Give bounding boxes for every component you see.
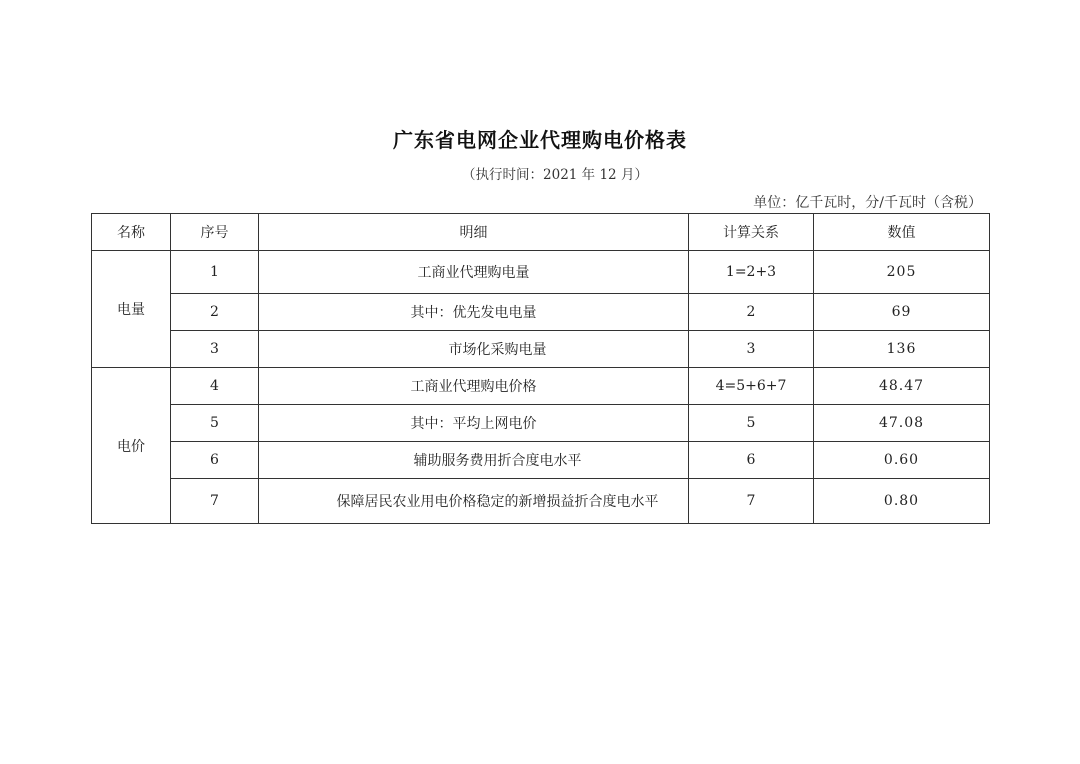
header-name: 名称 — [92, 214, 171, 251]
group-name-price: 电价 — [92, 368, 171, 524]
row-detail: 工商业代理购电量 — [259, 251, 689, 294]
table-row — [92, 479, 990, 524]
row-formula: 4=5+6+7 — [689, 368, 814, 405]
row-detail: 其中：平均上网电价 — [259, 405, 689, 442]
table-row — [92, 251, 990, 294]
group-name-electricity: 电量 — [92, 251, 171, 368]
header-formula: 计算关系 — [689, 214, 814, 251]
header-value: 数值 — [814, 214, 990, 251]
row-detail: 保障居民农业用电价格稳定的新增损益折合度电水平 — [259, 479, 689, 524]
row-detail: 市场化采购电量 — [259, 331, 689, 368]
row-formula: 2 — [689, 294, 814, 331]
table-row — [92, 405, 990, 442]
row-formula: 1=2+3 — [689, 251, 814, 294]
row-formula: 6 — [689, 442, 814, 479]
header-detail: 明细 — [259, 214, 689, 251]
row-detail: 辅助服务费用折合度电水平 — [259, 442, 689, 479]
row-value: 136 — [814, 331, 990, 368]
row-value: 0.60 — [814, 442, 990, 479]
row-seq: 1 — [171, 251, 259, 294]
row-value: 0.80 — [814, 479, 990, 524]
row-seq: 2 — [171, 294, 259, 331]
effective-date: （执行时间：2021 年 12 月） — [462, 167, 648, 183]
header-seq: 序号 — [171, 214, 259, 251]
row-formula: 7 — [689, 479, 814, 524]
table-row — [92, 442, 990, 479]
price-table — [91, 213, 990, 524]
row-detail: 其中：优先发电电量 — [259, 294, 689, 331]
row-formula: 5 — [689, 405, 814, 442]
row-value: 48.47 — [814, 368, 990, 405]
row-formula: 3 — [689, 331, 814, 368]
unit-note: 单位：亿千瓦时，分/千瓦时（含税） — [753, 195, 982, 211]
row-value: 47.08 — [814, 405, 990, 442]
row-detail: 工商业代理购电价格 — [259, 368, 689, 405]
row-seq: 6 — [171, 442, 259, 479]
document-title: 广东省电网企业代理购电价格表 — [393, 128, 687, 152]
table-header-row — [92, 214, 990, 251]
table-row — [92, 294, 990, 331]
row-seq: 7 — [171, 479, 259, 524]
row-seq: 5 — [171, 405, 259, 442]
table-row — [92, 368, 990, 405]
row-seq: 3 — [171, 331, 259, 368]
row-seq: 4 — [171, 368, 259, 405]
table-row — [92, 331, 990, 368]
row-value: 69 — [814, 294, 990, 331]
row-value: 205 — [814, 251, 990, 294]
